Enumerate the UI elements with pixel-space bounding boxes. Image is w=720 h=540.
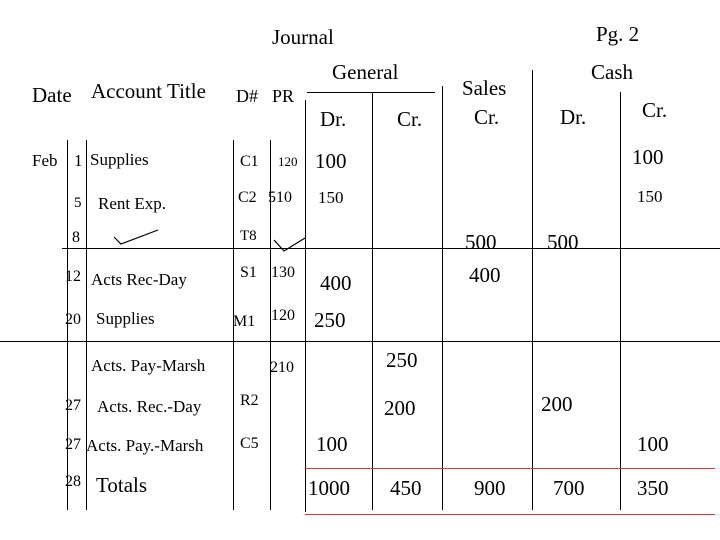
row-cash-cr: 150 bbox=[637, 187, 663, 206]
totals-red-line-1 bbox=[305, 468, 715, 469]
row-sales-cr: 500 bbox=[465, 230, 497, 254]
row-sales-cr: 400 bbox=[469, 263, 501, 287]
row-cash-dr: 500 bbox=[547, 230, 579, 254]
account-title-header: Account Title bbox=[91, 79, 206, 103]
cash-header: Cash bbox=[591, 60, 633, 84]
row-cash-dr: 200 bbox=[541, 392, 573, 416]
general-header: General bbox=[332, 60, 399, 84]
row-day: 12 bbox=[65, 268, 81, 285]
column-rule-cash-mid bbox=[620, 92, 621, 510]
row-day: 5 bbox=[74, 195, 82, 211]
row-account: Acts. Pay-Marsh bbox=[91, 356, 206, 375]
total-general-cr: 450 bbox=[390, 476, 422, 500]
checkmark-icon bbox=[112, 226, 160, 248]
row-rule-20 bbox=[0, 341, 720, 342]
row-pr: 130 bbox=[271, 264, 295, 281]
total-cash-dr: 700 bbox=[553, 476, 585, 500]
page-number: Pg. 2 bbox=[596, 22, 640, 46]
row-day: 8 bbox=[72, 229, 80, 246]
row-day: 1 bbox=[74, 151, 83, 170]
row-general-dr: 400 bbox=[320, 271, 352, 295]
row-doc: S1 bbox=[240, 264, 257, 281]
general-cr-header: Cr. bbox=[397, 107, 423, 131]
cash-dr-header: Dr. bbox=[560, 105, 587, 129]
general-dr-header: Dr. bbox=[320, 107, 347, 131]
row-rule-8 bbox=[62, 248, 720, 249]
general-underline bbox=[307, 92, 435, 93]
row-day: 20 bbox=[65, 311, 81, 328]
row-day: 28 bbox=[65, 473, 81, 490]
doc-number-header: D# bbox=[236, 86, 258, 106]
row-general-dr: 250 bbox=[314, 308, 346, 332]
row-day: 27 bbox=[65, 397, 81, 414]
row-doc: R2 bbox=[240, 392, 259, 409]
row-pr: 510 bbox=[268, 189, 292, 206]
totals-red-line-2 bbox=[305, 514, 715, 515]
totals-label: Totals bbox=[96, 473, 148, 497]
total-sales-cr: 900 bbox=[474, 476, 506, 500]
row-doc: C1 bbox=[240, 153, 259, 170]
row-cash-cr: 100 bbox=[637, 432, 669, 456]
date-header: Date bbox=[32, 83, 72, 107]
row-cash-cr: 100 bbox=[632, 145, 664, 169]
total-cash-cr: 350 bbox=[637, 476, 669, 500]
row-date-month: Feb bbox=[32, 151, 58, 170]
column-rule-general-right bbox=[442, 86, 443, 510]
row-pr: 120 bbox=[271, 307, 295, 324]
post-ref-header: PR bbox=[272, 86, 295, 106]
total-general-dr: 1000 bbox=[308, 476, 350, 500]
row-account: Acts. Rec.-Day bbox=[97, 397, 202, 416]
row-general-cr: 250 bbox=[386, 348, 418, 372]
row-doc: T8 bbox=[240, 228, 257, 244]
sales-cr-header: Cr. bbox=[474, 105, 500, 129]
row-account: Acts Rec-Day bbox=[91, 270, 187, 289]
row-doc: C5 bbox=[240, 435, 259, 452]
checkmark-icon bbox=[272, 236, 308, 254]
row-pr: 210 bbox=[270, 359, 294, 376]
row-account: Supplies bbox=[96, 309, 155, 328]
row-pr: 120 bbox=[278, 154, 298, 169]
row-doc: M1 bbox=[233, 313, 256, 330]
row-account: Rent Exp. bbox=[98, 194, 166, 213]
row-sales-cr: 200 bbox=[384, 396, 416, 420]
row-doc: C2 bbox=[238, 189, 257, 206]
row-account: Supplies bbox=[90, 150, 149, 169]
row-general-dr: 150 bbox=[318, 188, 344, 207]
journal-title: Journal bbox=[272, 25, 334, 49]
row-general-dr: 100 bbox=[315, 149, 347, 173]
row-general-dr: 100 bbox=[316, 432, 348, 456]
row-account: Acts. Pay.-Marsh bbox=[86, 436, 204, 455]
column-rule-general-mid bbox=[372, 92, 373, 510]
sales-header: Sales bbox=[462, 76, 507, 100]
cash-cr-header: Cr. bbox=[642, 98, 668, 122]
column-rule-general-left bbox=[305, 100, 306, 512]
row-day: 27 bbox=[65, 436, 81, 453]
column-rule-sales-right bbox=[532, 70, 533, 510]
